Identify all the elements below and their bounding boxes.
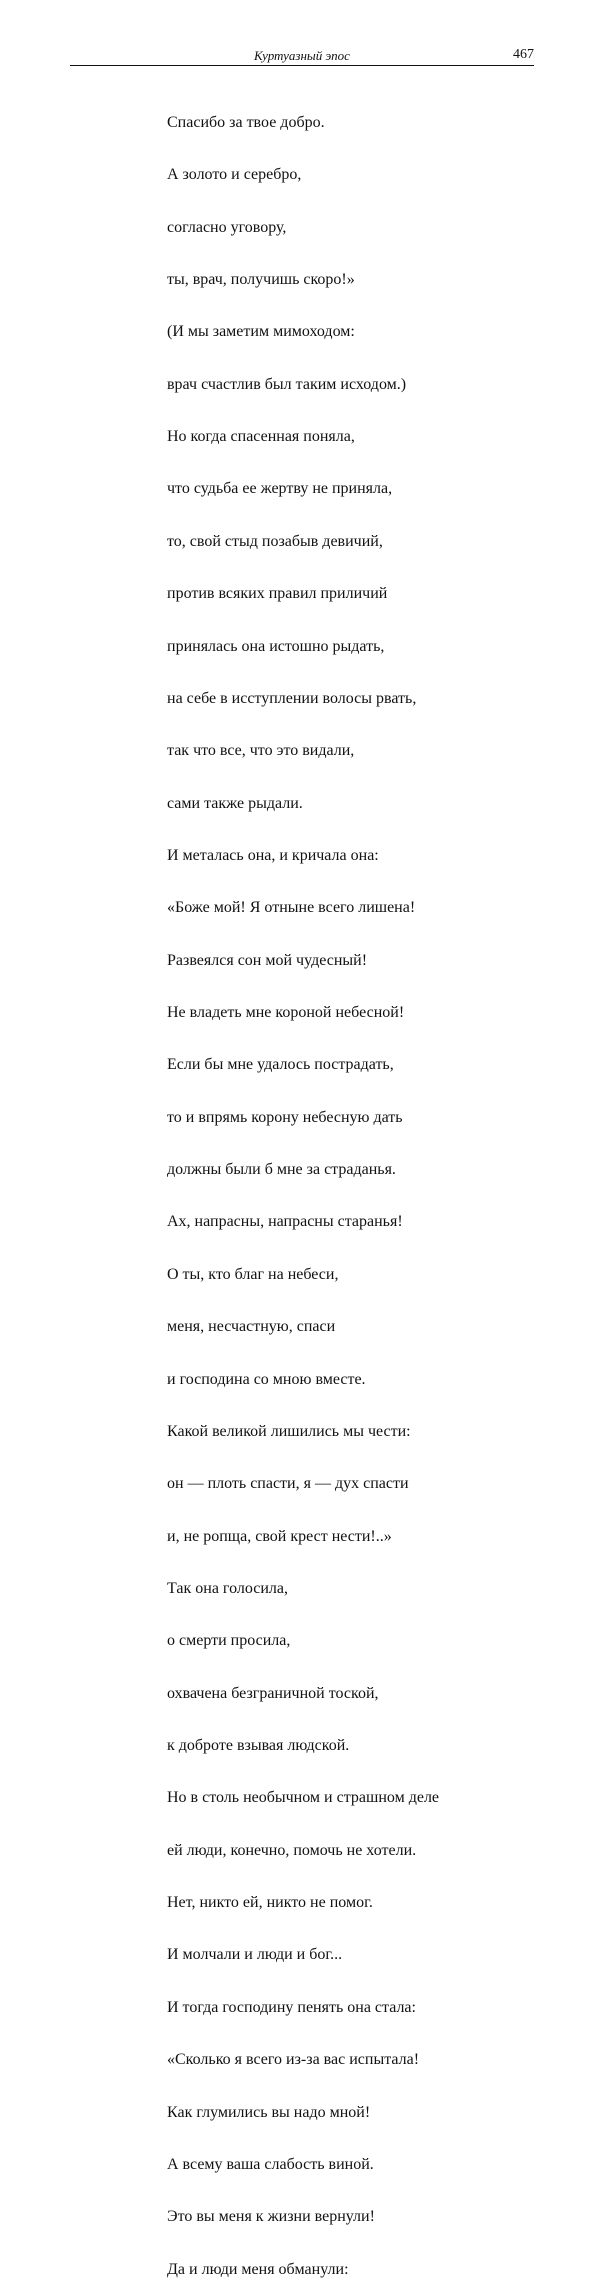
verse-line: против всяких правил приличий: [167, 585, 388, 603]
verse-line: И тогда господину пенять она стала:: [167, 1998, 416, 2016]
verse-line: Как глумились вы надо мной!: [167, 2103, 371, 2121]
verse-line: меня, несчастную, спаси: [167, 1318, 336, 1336]
verse-line: сами также рыдали.: [167, 794, 303, 812]
verse-line: (И мы заметим мимоходом:: [167, 323, 355, 341]
verse-line: должны были б мне за страданья.: [167, 1161, 396, 1179]
verse-line: к доброте взывая людской.: [167, 1737, 350, 1755]
verse-line: и господина со мною вместе.: [167, 1370, 366, 1388]
verse-line: согласно уговору,: [167, 218, 287, 236]
verse-line: врач счастлив был таким исходом.): [167, 375, 407, 393]
verse-line: Какой великой лишились мы чести:: [167, 1422, 411, 1440]
verse-line: Так она голосила,: [167, 1579, 288, 1597]
verse-line: А всему ваша слабость виной.: [167, 2155, 374, 2173]
verse-line: Нет, никто ей, никто не помог.: [167, 1894, 373, 1912]
verse-line: Спасибо за твое добро.: [167, 113, 325, 131]
verse-line: то и впрямь корону небесную дать: [167, 1108, 403, 1126]
verse-line: Да и люди меня обманули:: [167, 2260, 349, 2278]
verse-line: ей люди, конечно, помочь не хотели.: [167, 1841, 417, 1859]
header-rule: [70, 65, 534, 66]
verse-line: И молчали и люди и бог...: [167, 1946, 343, 1964]
verse-line: И металась она, и кричала она:: [167, 846, 379, 864]
page-header: [70, 48, 534, 68]
verse-line: «Сколько я всего из-за вас испытала!: [167, 2051, 420, 2069]
verse-line: Не владеть мне короной небесной!: [167, 1004, 405, 1022]
verse-line: ты, врач, получишь скоро!»: [167, 270, 355, 288]
verse-line: Развеялся сон мой чудесный!: [167, 951, 368, 969]
verse-line: так что все, что это видали,: [167, 742, 355, 760]
verse-line: то, свой стыд позабыв девичий,: [167, 532, 383, 550]
verse-line: О ты, кто благ на небеси,: [167, 1265, 339, 1283]
verse-line: он — плоть спасти, я — дух спасти: [167, 1475, 409, 1493]
verse-line: Ах, напрасны, напрасны старанья!: [167, 1213, 403, 1231]
verse-line: охвачена безграничной тоской,: [167, 1684, 379, 1702]
verse-line: А золото и серебро,: [167, 166, 302, 184]
verse-line: на себе в исступлении волосы рвать,: [167, 689, 417, 707]
running-title: Куртуазный эпос: [254, 48, 350, 63]
verse-line: Если бы мне удалось пострадать,: [167, 1056, 394, 1074]
verse-line: Это вы меня к жизни вернули!: [167, 2208, 375, 2226]
verse-line: Но в столь необычном и страшном деле: [167, 1789, 440, 1807]
verse-block: [167, 79, 467, 2296]
verse-line: принялась она истошно рыдать,: [167, 637, 385, 655]
page-number: 467: [513, 47, 534, 62]
verse-line: «Боже мой! Я отныне всего лишена!: [167, 899, 416, 917]
verse-line: Но когда спасенная поняла,: [167, 428, 355, 446]
verse-line: и, не ропща, свой крест нести!..»: [167, 1527, 392, 1545]
verse-line: о смерти просила,: [167, 1632, 291, 1650]
verse-line: что судьба ее жертву не приняла,: [167, 480, 393, 498]
